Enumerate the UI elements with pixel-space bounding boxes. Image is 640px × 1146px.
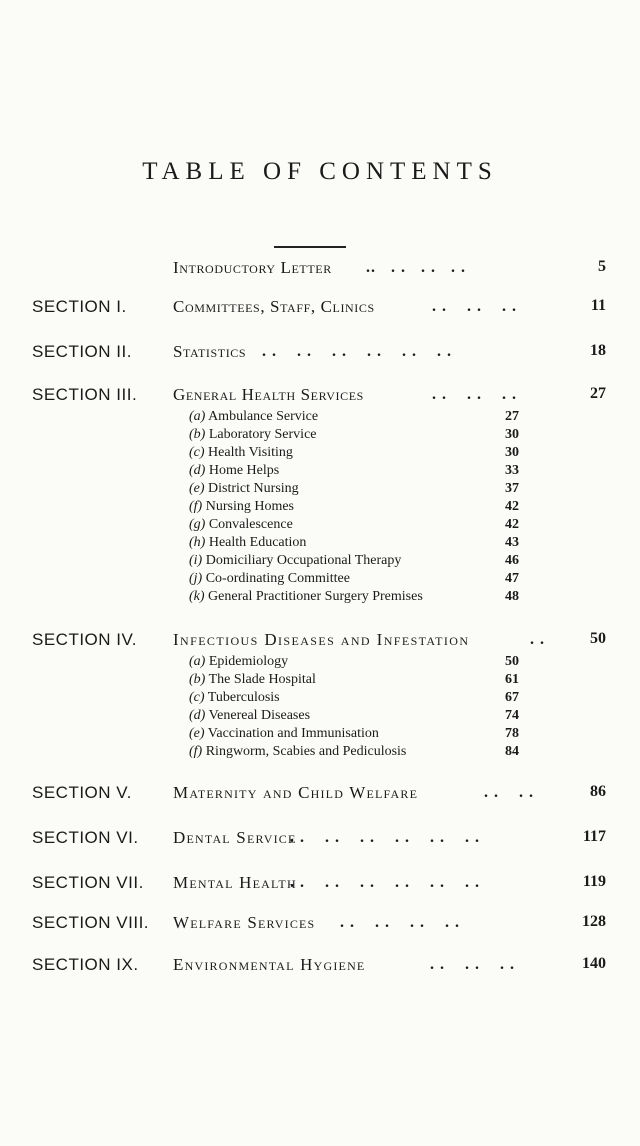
toc-page-number: 117	[582, 828, 606, 845]
section-label: SECTION IX.	[32, 955, 139, 974]
list-item[interactable]: (a) Epidemiology 50	[189, 654, 519, 669]
toc-page-number: 27	[590, 385, 606, 402]
section-label: SECTION V.	[32, 783, 132, 802]
dot-leader: . . . . . . . . . . . .	[262, 343, 452, 360]
page-title: TABLE OF CONTENTS	[142, 158, 498, 185]
list-item[interactable]: (k) General Practitioner Surgery Premises 48	[189, 589, 519, 604]
list-item[interactable]: (b) The Slade Hospital 61	[189, 672, 519, 687]
section-title: Maternity and Child Welfare	[173, 783, 419, 802]
section-label: SECTION VII.	[32, 873, 144, 892]
title-divider	[274, 246, 346, 248]
list-item[interactable]: (f) Nursing Homes 42	[189, 499, 519, 514]
section-title: Mental Health	[173, 873, 297, 892]
list-item[interactable]: (f) Ringworm, Scabies and Pediculosis 84	[189, 744, 519, 759]
list-item[interactable]: (g) Convalescence 42	[189, 517, 519, 532]
list-item[interactable]: (j) Co-ordinating Committee 47	[189, 571, 519, 586]
dot-leader: . . . . . . . .	[340, 914, 460, 931]
list-item[interactable]: (d) Venereal Diseases 74	[189, 708, 519, 723]
section-title: Committees, Staff, Clinics	[173, 297, 375, 316]
toc-page-number: 11	[590, 297, 606, 314]
dot-leader: . .	[530, 631, 545, 648]
list-item[interactable]: (e) District Nursing 37	[189, 481, 519, 496]
section-title: Welfare Services	[173, 913, 316, 932]
toc-page-number: 86	[590, 783, 606, 800]
list-item[interactable]: (c) Tuberculosis 67	[189, 690, 519, 705]
toc-page-number: 140	[582, 955, 606, 972]
dot-leader: . . . . . .	[430, 956, 515, 973]
section-label: SECTION III.	[32, 385, 138, 404]
dot-leader: . . . . . .	[432, 298, 517, 315]
dot-leader: .. . . . . . .	[366, 259, 466, 276]
section-label: SECTION II.	[32, 342, 132, 361]
list-item[interactable]: (d) Home Helps 33	[189, 463, 519, 478]
toc-page-number: 128	[582, 913, 606, 930]
section-label: SECTION VIII.	[32, 913, 150, 932]
toc-page-number: 18	[590, 342, 606, 359]
dot-leader: . . . .	[484, 784, 534, 801]
section-title: General Health Services	[173, 385, 364, 404]
section-label: SECTION I.	[32, 297, 127, 316]
dot-leader: . . . . . .	[432, 386, 517, 403]
section-title: Dental Service	[173, 828, 297, 847]
section-label: SECTION VI.	[32, 828, 139, 847]
toc-page-number: 50	[590, 630, 606, 647]
list-item[interactable]: (e) Vaccination and Immunisation 78	[189, 726, 519, 741]
dot-leader: . . . . . . . . . . . .	[290, 829, 480, 846]
list-item[interactable]: (b) Laboratory Service 30	[189, 427, 519, 442]
toc-page-number: 119	[582, 873, 606, 890]
section-title: Environmental Hygiene	[173, 955, 366, 974]
list-item[interactable]: (i) Domiciliary Occupational Therapy 46	[189, 553, 519, 568]
section-title: Statistics	[173, 342, 247, 361]
section-label: SECTION IV.	[32, 630, 138, 649]
toc-page-number: 5	[598, 258, 606, 275]
list-item[interactable]: (h) Health Education 43	[189, 535, 519, 550]
list-item[interactable]: (c) Health Visiting 30	[189, 445, 519, 460]
list-item[interactable]: (a) Ambulance Service 27	[189, 409, 519, 424]
dot-leader: . . . . . . . . . . . .	[290, 874, 480, 891]
section-title: Infectious Diseases and Infestation	[173, 630, 470, 649]
toc-entry-title: Introductory Letter	[173, 258, 332, 277]
